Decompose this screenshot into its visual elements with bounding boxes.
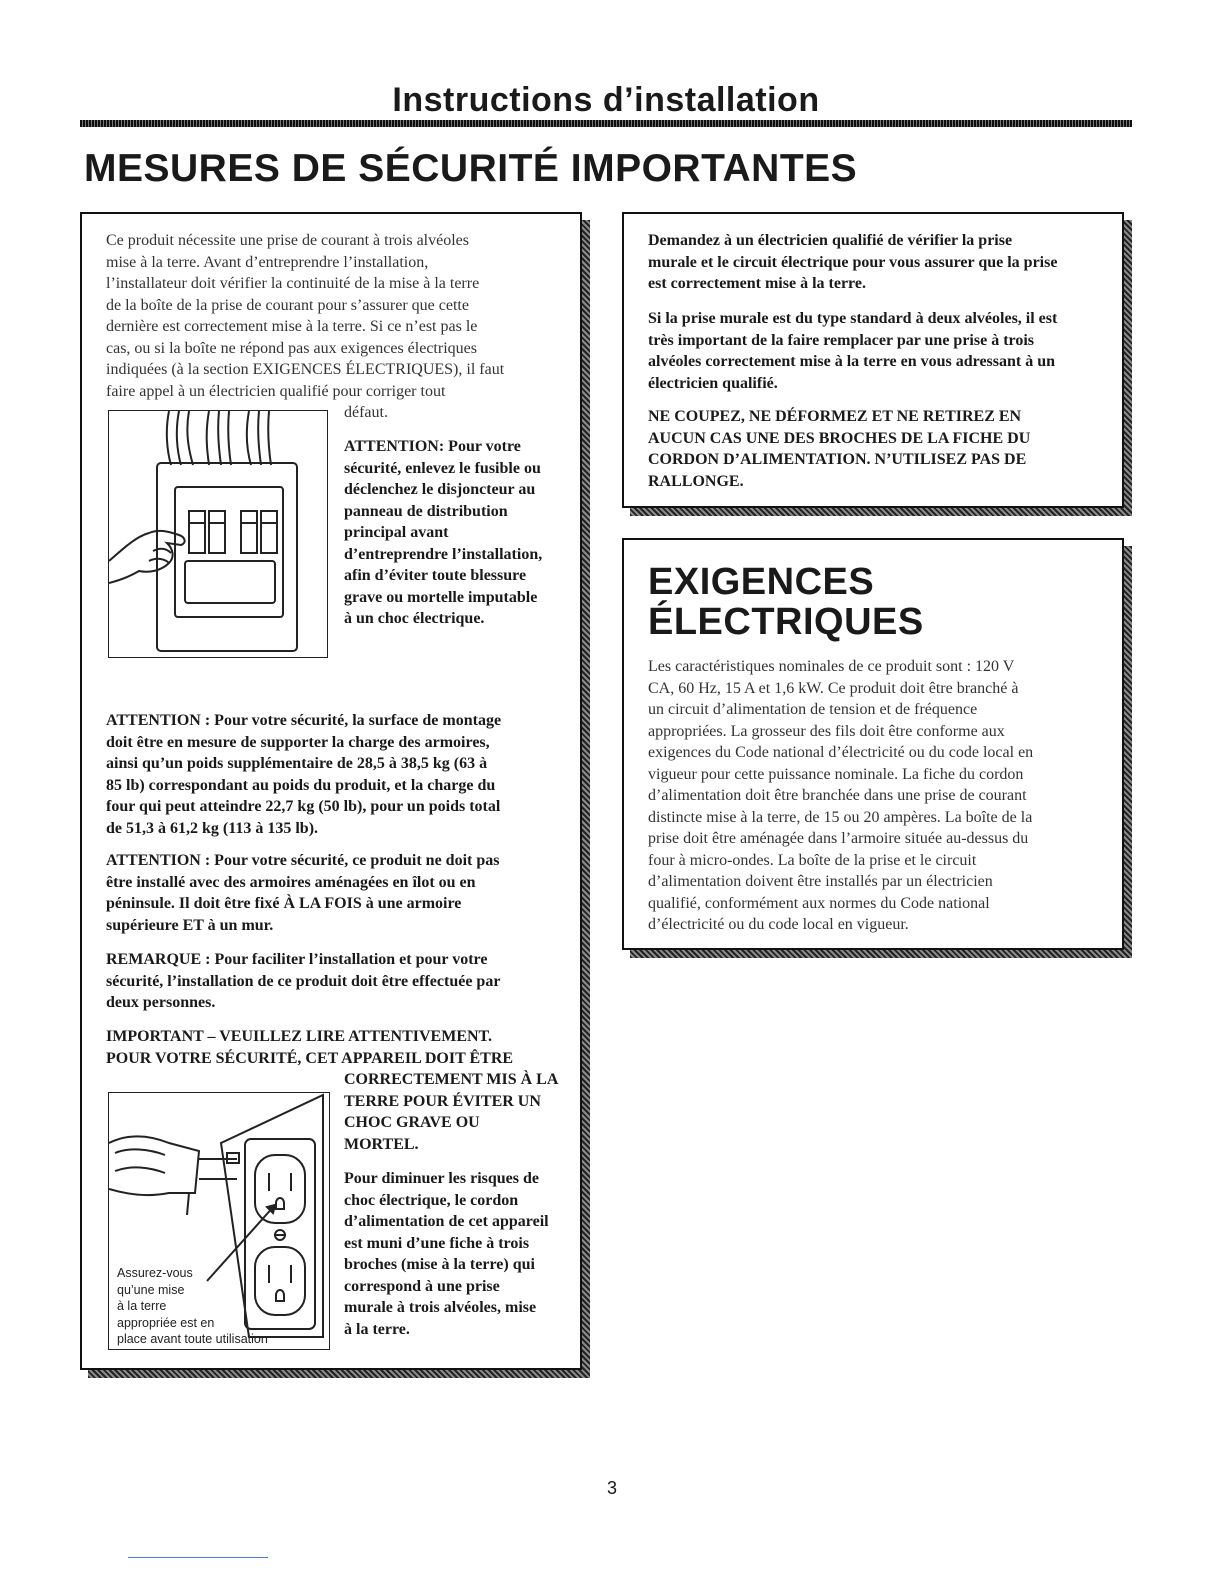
footer-rule: [128, 1557, 268, 1558]
callout-line: à la terre: [117, 1299, 167, 1313]
text-line: murale et le circuit électrique pour vous assurer que la prise: [648, 253, 1058, 271]
callout-line: qu’une mise: [117, 1282, 185, 1297]
text-line: AUCUN CAS UNE DES BROCHES DE LA FICHE DU: [648, 429, 1031, 447]
text-line: dernière est correctement mise à la terre. Si ce n’est pas le: [106, 318, 478, 335]
intro-paragraph: [106, 230, 576, 424]
text-line: ATTENTION : Pour votre sécurité, ce produit ne doit pas: [106, 852, 500, 869]
text-line: correspond à une prise: [344, 1277, 500, 1295]
text-line: deux personnes.: [106, 994, 216, 1011]
important-continued-text: [344, 1069, 584, 1155]
document-header-title: Instructions d’installation: [392, 81, 820, 119]
text-line: ATTENTION : Pour votre sécurité, la surface de montage: [106, 712, 502, 729]
remarque-text: [106, 949, 576, 1014]
text-line: l’installateur doit vérifier la continuité de la mise à la terre: [106, 275, 480, 292]
attention-montage-text: [106, 710, 576, 839]
text-line: panneau de distribution: [344, 502, 508, 520]
text-line: 85 lb) correspondant au poids du produit, et la charge du: [106, 776, 496, 794]
text-line: supérieure ET à un mur.: [106, 916, 274, 934]
text-line: IMPORTANT – VEUILLEZ LIRE ATTENTIVEMENT.: [106, 1028, 493, 1045]
title-line: ÉLECTRIQUES: [648, 601, 924, 643]
text-line: doit être en mesure de supporter la charge des armoires,: [106, 733, 490, 751]
text-line: un circuit d’alimentation de tension et de fréquence: [648, 701, 978, 718]
text-line: être installé avec des armoires aménagées en îlot ou en: [106, 873, 476, 891]
text-line: POUR VOTRE SÉCURITÉ, CET APPAREIL DOIT ÊTRE: [106, 1049, 514, 1067]
callout-line: Assurez-vous: [117, 1266, 193, 1280]
text-line: d’alimentation de cet appareil: [344, 1213, 549, 1230]
text-line: faire appel à un électricien qualifié pour corriger tout: [106, 382, 446, 400]
main-heading: MESURES DE SÉCURITÉ IMPORTANTES: [84, 147, 858, 190]
text-line: sécurité, enlevez le fusible ou: [344, 459, 541, 477]
two-prong-outlet-text: [648, 308, 1118, 394]
text-line: d’électricité ou du code local en vigueur.: [648, 916, 909, 933]
text-line: principal avant: [344, 524, 449, 541]
text-line: d’alimentation doit être branchée dans une prise de courant: [648, 787, 1027, 804]
text-line: de la boîte de la prise de courant pour s’assurer que cette: [106, 296, 469, 314]
text-line: électricien qualifié.: [648, 374, 778, 392]
text-line: prise doit être aménagée dans l’armoire située au-dessus du: [648, 830, 1029, 847]
text-line: mise à la terre. Avant d’entreprendre l’installation,: [106, 253, 429, 271]
exigences-electriques-panel: [622, 538, 1124, 950]
attention-breaker-text: [344, 436, 584, 630]
text-line: cas, ou si la boîte ne répond pas aux exigences électriques: [106, 339, 477, 357]
grounding-callout: [117, 1265, 327, 1348]
text-line: Pour diminuer les risques de: [344, 1170, 539, 1187]
breaker-panel-figure: [108, 410, 328, 658]
electrician-check-text: [648, 230, 1118, 295]
title-line: EXIGENCES: [648, 561, 875, 603]
text-line: four à micro-ondes. La boîte de la prise et le circuit: [648, 851, 977, 869]
text-line: afin d’éviter toute blessure: [344, 567, 527, 584]
page-number: 3: [606, 1478, 617, 1498]
text-line: de 51,3 à 61,2 kg (113 à 135 lb).: [106, 819, 319, 837]
breaker-panel-illustration: [109, 411, 326, 656]
text-line: NE COUPEZ, NE DÉFORMEZ ET NE RETIREZ EN: [648, 408, 1022, 425]
text-line: grave ou mortelle imputable: [344, 588, 538, 606]
text-line: sécurité, l’installation de ce produit doit être effectuée par: [106, 972, 501, 990]
text-line: d’entreprendre l’installation,: [344, 545, 543, 563]
text-line: REMARQUE : Pour faciliter l’installation et pour votre: [106, 951, 488, 968]
text-line: CA, 60 Hz, 15 A et 1,6 kW. Ce produit doit être branché à: [648, 679, 1019, 697]
text-line: à la terre.: [344, 1320, 410, 1338]
callout-line: place avant toute utilisation: [117, 1332, 268, 1346]
text-line: déclenchez le disjoncteur au: [344, 481, 536, 498]
text-line: murale à trois alvéoles, mise: [344, 1299, 537, 1316]
text-line: appropriées. La grosseur des fils doit être conforme aux: [648, 722, 1005, 740]
text-line: vigueur pour cette puissance nominale. La fiche du cordon: [648, 765, 1024, 783]
text-line: Demandez à un électricien qualifié de vérifier la prise: [648, 232, 1013, 249]
text-line: Ce produit nécessite une prise de courant à trois alvéoles: [106, 232, 469, 249]
text-line: ainsi qu’un poids supplémentaire de 28,5 à 38,5 kg (63 à: [106, 755, 488, 772]
exigences-title: [648, 562, 924, 642]
text-line: alvéoles correctement mise à la terre en vous adressant à un: [648, 353, 1056, 370]
header-rule: [80, 120, 1132, 127]
callout-line: appropriée est en: [117, 1315, 215, 1330]
outlet-figure: [108, 1092, 330, 1350]
text-line: défaut.: [344, 404, 388, 421]
text-line: MORTEL.: [344, 1135, 419, 1153]
left-safety-panel: [80, 212, 582, 1370]
text-line: RALLONGE.: [648, 472, 744, 490]
text-line: à un choc électrique.: [344, 610, 485, 627]
exigences-body: [648, 656, 1122, 936]
text-line: est muni d’une fiche à trois: [344, 1234, 530, 1252]
right-warning-panel: [622, 212, 1124, 508]
text-line: d’alimentation doivent être installés par un électricien: [648, 873, 993, 890]
text-line: très important de la faire remplacer par une prise à trois: [648, 331, 1035, 349]
text-line: exigences du Code national d’électricité ou du code local en: [648, 744, 1034, 761]
text-line: ATTENTION: Pour votre: [344, 438, 521, 455]
text-line: Si la prise murale est du type standard à deux alvéoles, il est: [648, 310, 1058, 327]
text-line: péninsule. Il doit être fixé À LA FOIS à une armoire: [106, 895, 462, 912]
attention-ilot-text: [106, 850, 576, 936]
text-line: broches (mise à la terre) qui: [344, 1256, 535, 1273]
text-line: est correctement mise à la terre.: [648, 275, 866, 292]
no-cut-plug-warning: [648, 406, 1118, 492]
text-line: TERRE POUR ÉVITER UN: [344, 1092, 541, 1110]
text-line: choc électrique, le cordon: [344, 1191, 519, 1209]
text-line: qualifié, conformément aux normes du Code national: [648, 894, 990, 912]
text-line: Les caractéristiques nominales de ce produit sont : 120 V: [648, 658, 1015, 675]
text-line: four qui peut atteindre 22,7 kg (50 lb), pour un poids total: [106, 798, 501, 815]
text-line: CHOC GRAVE OU: [344, 1114, 480, 1131]
diminuer-risques-text: [344, 1168, 584, 1340]
text-line: CORDON D’ALIMENTATION. N’UTILISEZ PAS DE: [648, 451, 1027, 468]
text-line: distincte mise à la terre, de 15 ou 20 ampères. La boîte de la: [648, 808, 1033, 826]
important-heading-text: [106, 1026, 576, 1069]
text-line: CORRECTEMENT MIS À LA: [344, 1071, 559, 1088]
text-line: indiquées (à la section EXIGENCES ÉLECTRIQUES), il faut: [106, 361, 505, 378]
